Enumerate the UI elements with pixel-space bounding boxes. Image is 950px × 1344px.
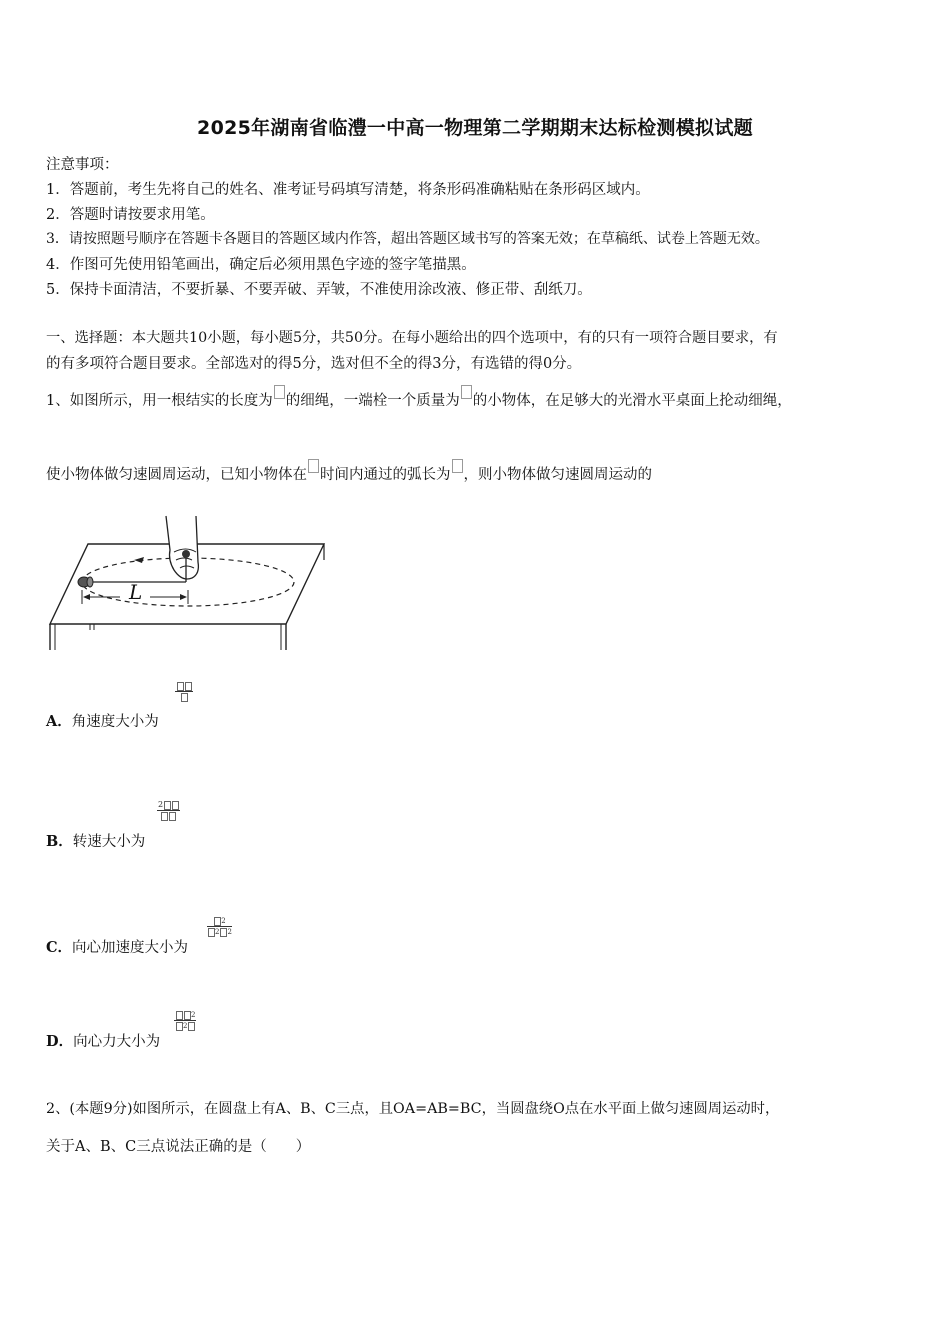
formula-digit: 2	[158, 800, 164, 809]
notice-item: 5．保持卡面清洁，不要折暴、不要弄破、弄皱，不准使用涂改液、修正带、刮纸刀。	[46, 282, 592, 298]
option-d[interactable]	[46, 1030, 160, 1051]
option-a-formula	[175, 681, 193, 702]
circular-motion-figure	[46, 512, 330, 654]
notice-item: 4．作图可先使用铅笔画出，确定后必须用黑色字迹的签字笔描黑。	[46, 257, 476, 273]
option-letter: D．	[46, 1033, 74, 1050]
notice-heading: 注意事项：	[46, 157, 119, 173]
formula-superscript: 2	[183, 1022, 188, 1030]
formula-superscript: 2	[215, 928, 220, 936]
section-instructions-line1: 一、选择题：本大题共10小题，每小题5分，共50分。在每小题给出的四个选项中，有的只有一项符合题目要求，有	[46, 330, 778, 346]
option-a[interactable]	[46, 710, 159, 731]
formula-placeholder	[452, 459, 463, 473]
formula-superscript: 2	[221, 917, 226, 925]
page-title: 2025年湖南省临澧一中高一物理第二学期期末达标检测模拟试题	[197, 117, 753, 139]
q1-text: 的小物体，在足够大的光滑水平桌面上抡动细绳，	[472, 393, 792, 409]
q2-stem-line2: 关于A、B、C三点说法正确的是（ ）	[46, 1139, 311, 1155]
option-b[interactable]	[46, 830, 145, 851]
notice-item: 2．答题时请按要求用笔。	[46, 207, 215, 223]
q1-text: 时间内通过的弧长为	[320, 467, 451, 483]
q1-text: 使小物体做匀速圆周运动，已知小物体在	[46, 467, 307, 483]
formula-placeholder	[461, 385, 472, 399]
option-text: 角速度大小为	[71, 714, 159, 730]
option-text: 转速大小为	[72, 834, 146, 850]
q1-text: 的细绳，一端栓一个质量为	[285, 393, 460, 409]
formula-superscript: 2	[227, 928, 232, 936]
option-c-formula	[207, 916, 232, 937]
option-text: 向心力大小为	[73, 1034, 161, 1050]
q2-stem-line1: 2、(本题9分)如图所示，在圆盘上有A、B、C三点，且OA=AB=BC，当圆盘绕O点在水平面上做匀速圆周运动时，	[46, 1101, 780, 1117]
option-d-formula	[174, 1010, 196, 1031]
formula-placeholder	[274, 385, 285, 399]
q1-stem-line2	[46, 463, 652, 484]
figure-label-L: L	[129, 580, 143, 604]
q1-text: 1、如图所示，用一根结实的长度为	[46, 393, 273, 409]
formula-superscript: 2	[191, 1011, 196, 1019]
option-letter: C．	[46, 939, 73, 956]
option-b-formula	[157, 800, 180, 821]
notice-item: 3．请按照题号顺序在答题卡各题目的答题区域内作答，超出答题区域书写的答案无效；在草稿纸、试卷上答题无效。	[46, 231, 769, 247]
section-instructions-line2: 的有多项符合题目要求。全部选对的得5分，选对但不全的得3分，有选错的得0分。	[46, 356, 582, 372]
option-c[interactable]	[46, 936, 188, 957]
option-letter: B．	[46, 833, 73, 850]
q1-stem-line1	[46, 389, 792, 410]
option-text: 向心加速度大小为	[72, 940, 189, 956]
formula-placeholder	[308, 459, 319, 473]
notice-item: 1．答题前，考生先将自己的姓名、准考证号码填写清楚，将条形码准确粘贴在条形码区域内。	[46, 182, 650, 198]
q1-text: ，则小物体做匀速圆周运动的	[463, 467, 652, 483]
option-letter: A．	[46, 713, 72, 730]
